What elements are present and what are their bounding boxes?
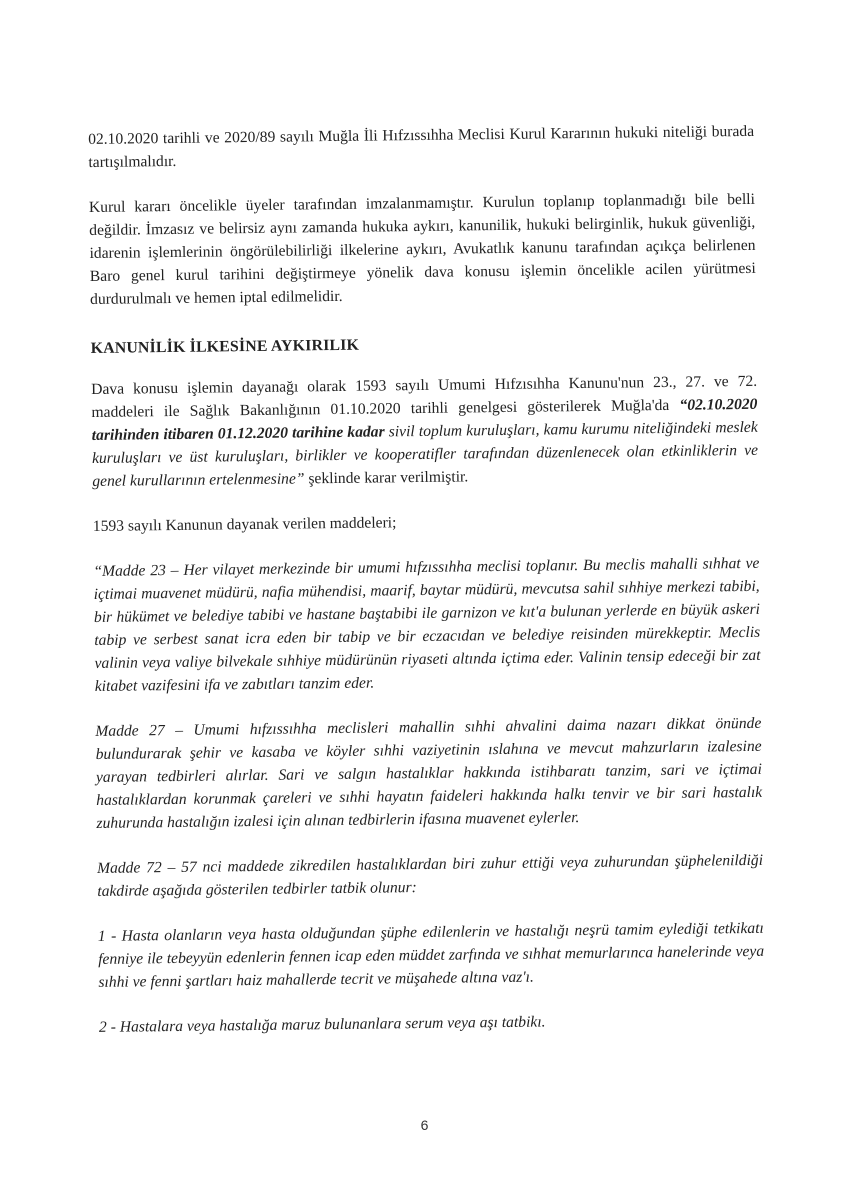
legal-basis-end: şeklinde karar verilmiştir. xyxy=(304,468,469,488)
document-body xyxy=(88,120,765,1039)
paragraph-unsigned-decision: Kurul kararı öncelikle üyeler tarafından imzalanmamıştır. Kurulun toplanıp toplanmadığı bile belli değildir. İmzasız ve belirsiz aynı zamanda hukuka aykırı, kanunilik, hukuki belirginlik, hukuk güvenliği, idarenin işlemlerinin öngörülebilirliği ilkelerine aykırı, Avukatlık kanunu tarafından açıkça belirlenen Baro genel kurul tarihini değiştirmeye yönelik dava konusu işlemin öncelikle acilen yürütmesi durdurulmalı ve hemen iptal edilmelidir. xyxy=(88,190,756,308)
paragraph-legal-basis xyxy=(91,370,758,493)
article-23-quote: “Madde 23 – Her vilayet merkezinde bir umumi hıfzıssıhha meclisi toplanır. Bu meclis mahalli sıhhat ve içtimai muavenet müdürü, nafia mühendisi, maarif, baytar müdürü, mevcutsa sahil sıhhiye merkezi tabibi, bir hükümet ve belediye tabibi ve hastane baştabibi ile garnizon ve kıt'a bulunan yerlerde en büyük askeri tabip ve serbest sanat icra eden bir tabip ve bir eczacıdan ve belediye reisinden mürekkeptir. Meclis valinin veya valiye bilvekale sıhhiye müdürünün riyaseti altında içtima eder. Valinin tensip edeceği bir zat kitabet vazifesini ifa ve zabıtları tanzim eder. xyxy=(93,554,761,695)
legal-basis-intro: Dava konusu işlemin dayanağı olarak 1593 sayılı Umumi Hıfzısıhha Kanunu'nun 23., 27. ve 72. maddeleri ile Sağlık Bakanlığının 01.10.2020 tarihli genelgesi gösterilerek Muğla'da xyxy=(91,372,758,421)
section-heading: KANUNİLİK İLKESİNE AYKIRILIK xyxy=(90,336,360,357)
paragraph-articles-intro: 1593 sayılı Kanunun dayanak verilen maddeleri; xyxy=(92,514,397,535)
legal-basis-dates: “02.10.2020 tarihinden itibaren 01.12.2020 tarihine kadar xyxy=(91,395,758,444)
page-number: 6 xyxy=(420,1117,429,1133)
article-72-quote: Madde 72 – 57 nci maddede zikredilen hastalıklardan biri zuhur ettiği veya zuhurundan şüphelenildiği takdirde aşağıda gösterilen tedbirler tatbik olunur: xyxy=(96,851,764,900)
article-27-quote: Madde 27 – Umumi hıfzıssıhha meclisleri mahallin sıhhi ahvalini daima nazarı dikkat önünde bulundurarak şehir ve kasaba ve köyler sıhhi vaziyetinin ıslahına ve mevcut mahzurların izalesine yarayan tedbirleri alırlar. Sari ve salgın hastalıklar hakkında istihbaratı tanzim, sari ve içtimai hastalıklardan korunmak çareleri ve sıhhi hayatın faideleri hakkında halkı tenvir ve bir sari hastalık zuhurunda hastalığın izalesi için alınan tedbirlerin ifasına muavenet eylerler. xyxy=(95,714,763,832)
legal-basis-quote: sivil toplum kuruluşları, kamu kurumu niteliğindeki meslek kuruluşları ve üst kuruluşları, birlikler ve kooperatifler tarafından düzenlenecek olan etkinliklerin ve genel kurullarının ertelenmesine” xyxy=(91,418,759,490)
article-72-item-1: 1 - Hasta olanların veya hasta olduğundan şüphe edilenlerin ve hastalığı neşrü tamim eylediği tetkikatı fenniye ile tebeyyün edenlerin fennen icap eden müddet zarfında ve sıhhat memurlarınca hanelerinde veya sıhhi ve fenni şartları haiz mahallerde tecrit ve müşahede altına vaz'ı. xyxy=(97,919,765,991)
article-72-item-2: 2 - Hastalara veya hastalığa maruz bulunanlara serum veya aşı tatbikı. xyxy=(98,1013,546,1036)
paragraph-decision-intro: 02.10.2020 tarihli ve 2020/89 sayılı Muğla İli Hıfzıssıhha Meclisi Kurul Kararının hukuki niteliği burada tartışılmalıdır. xyxy=(88,122,755,171)
